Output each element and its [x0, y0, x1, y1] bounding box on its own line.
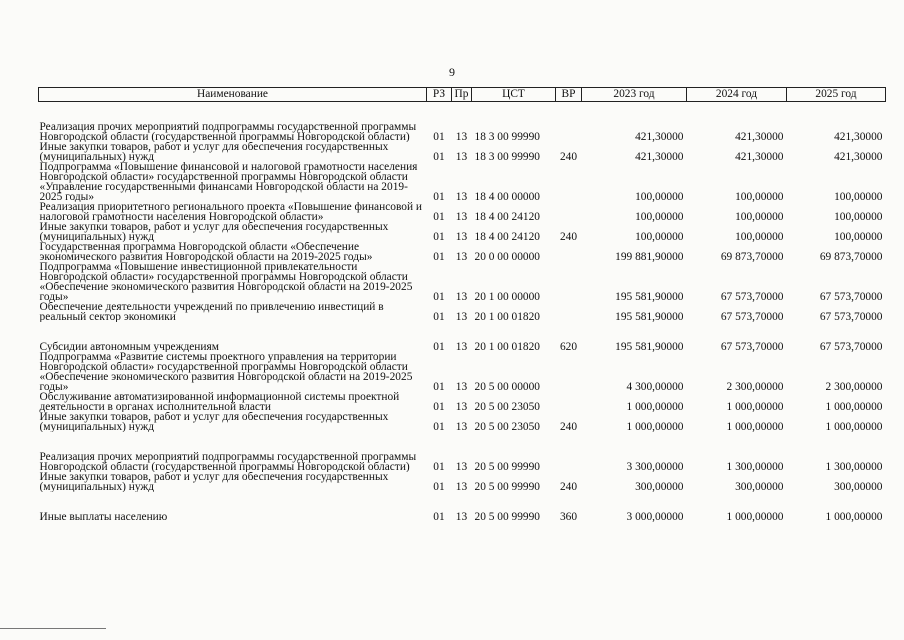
budget-table [38, 87, 886, 522]
row-2024-cell: 100,00000 [735, 231, 784, 243]
row-rz-cell: 01 [433, 401, 445, 413]
row-pr-cell: 13 [455, 511, 468, 523]
row-2023-cell: 195 581,90000 [615, 341, 684, 353]
row-2023-cell: 1 000,00000 [626, 421, 684, 433]
row-2025-cell: 421,30000 [834, 151, 883, 163]
row-rz-cell: 01 [433, 311, 445, 323]
header-2024: 2024 год [687, 88, 787, 102]
row-name-cell: Обеспечение деятельности учреждений по привлечению инвестиций в реальный сектор экономики [39, 302, 384, 322]
row-2023-cell: 199 881,90000 [615, 251, 684, 263]
row-2023-cell: 100,00000 [635, 191, 684, 203]
row-2024-cell: 1 000,00000 [726, 421, 784, 433]
row-2024-cell: 300,00000 [735, 481, 784, 493]
row-2023-cell: 300,00000 [635, 481, 684, 493]
row-vr-cell [556, 302, 582, 322]
row-vr-cell [556, 102, 582, 143]
row-2023-cell: 1 000,00000 [626, 401, 684, 413]
row-name-cell: Государственная программа Новгородской области «Обеспечение экономического развития Новгородской области на 2019-2025 годы» [39, 242, 373, 262]
row-2025-cell: 69 873,70000 [819, 251, 883, 263]
row-pr-cell: 13 [455, 191, 468, 203]
row-2024-cell: 1 000,00000 [726, 401, 784, 413]
row-name-cell: Иные закупки товаров, работ и услуг для обеспечения государственных (муниципальных) нужд [39, 412, 389, 432]
row-cst-cell: 20 5 00 23050 [474, 401, 540, 413]
row-rz-cell: 01 [433, 251, 445, 263]
table-row [39, 142, 886, 162]
row-2025-cell: 2 300,00000 [825, 381, 883, 393]
row-2025-cell: 100,00000 [834, 231, 883, 243]
header-name: Наименование [39, 88, 427, 102]
row-pr-cell: 13 [455, 211, 468, 223]
row-pr-cell: 13 [455, 131, 468, 143]
table-header-row [39, 88, 886, 102]
row-name-cell: Обслуживание автоматизированной информационной системы проектной деятельности в органах исполнительной власти [39, 392, 400, 412]
row-2023-cell: 421,30000 [635, 131, 684, 143]
row-2023-cell: 100,00000 [635, 231, 684, 243]
table-row [39, 392, 886, 412]
table-body [39, 102, 886, 523]
row-name-cell: Субсидии автономным учреждениям [39, 341, 219, 352]
row-rz-cell: 01 [433, 191, 445, 203]
row-pr-cell: 13 [455, 461, 468, 473]
row-vr-cell [556, 202, 582, 222]
row-2025-cell: 67 573,70000 [819, 291, 883, 303]
row-pr-cell: 13 [455, 311, 468, 323]
row-name-cell: Подпрограмма «Повышение финансовой и налоговой грамотности населения Новгородской области» государственной программы Новгородской области «Управление государственными финансами Новгородской области на 2019-2025 годы» [39, 162, 418, 202]
row-cst-cell: 20 1 00 01820 [474, 341, 540, 353]
row-2024-cell: 100,00000 [735, 211, 784, 223]
row-name-cell: Подпрограмма «Повышение инвестиционной привлекательности Новгородской области» государственной программы Новгородской области «Обеспечение экономического развития Новгородской области на 2019-2025 годы» [39, 262, 413, 302]
row-vr-cell [556, 432, 582, 472]
row-2023-cell: 3 300,00000 [626, 461, 684, 473]
row-vr-cell [556, 262, 582, 302]
page-number: 9 [449, 65, 455, 79]
row-vr-cell: 360 [559, 511, 578, 523]
row-name-cell: Иные выплаты населению [39, 511, 168, 522]
table-row [39, 102, 886, 143]
row-2024-cell: 69 873,70000 [720, 251, 784, 263]
row-vr-cell: 240 [559, 231, 578, 243]
table-row [39, 242, 886, 262]
row-cst-cell: 18 4 00 24120 [474, 231, 540, 243]
row-2023-cell: 100,00000 [635, 211, 684, 223]
row-2023-cell: 195 581,90000 [615, 311, 684, 323]
row-vr-cell [556, 352, 582, 392]
row-2025-cell: 67 573,70000 [819, 311, 883, 323]
row-2025-cell: 300,00000 [834, 481, 883, 493]
row-name-cell: Реализация прочих мероприятий подпрограммы государственной программы Новгородской области (государственной программы Новгородской области) [39, 451, 417, 472]
row-rz-cell: 01 [433, 421, 445, 433]
row-2024-cell: 1 000,00000 [726, 511, 784, 523]
row-2024-cell: 100,00000 [735, 191, 784, 203]
row-2025-cell: 1 000,00000 [825, 401, 883, 413]
table-row [39, 352, 886, 392]
row-pr-cell: 13 [455, 251, 468, 263]
row-2023-cell: 421,30000 [635, 151, 684, 163]
row-2024-cell: 421,30000 [735, 131, 784, 143]
row-2024-cell: 67 573,70000 [720, 291, 784, 303]
table-row [39, 302, 886, 322]
row-2024-cell: 67 573,70000 [720, 341, 784, 353]
row-pr-cell: 13 [455, 231, 468, 243]
row-name-cell: Иные закупки товаров, работ и услуг для обеспечения государственных (муниципальных) нужд [39, 222, 389, 242]
row-rz-cell: 01 [433, 131, 445, 143]
row-name-cell: Подпрограмма «Развитие системы проектного управления на территории Новгородской области» государственной программы Новгородской области «Обеспечение экономического развития Новгородской области на 2019-2025 годы» [39, 352, 413, 392]
row-vr-cell [556, 392, 582, 412]
row-rz-cell: 01 [433, 461, 445, 473]
row-2025-cell: 100,00000 [834, 211, 883, 223]
header-rz: РЗ [427, 88, 452, 102]
row-vr-cell: 240 [559, 151, 578, 163]
row-pr-cell: 13 [455, 381, 468, 393]
row-2024-cell: 1 300,00000 [726, 461, 784, 473]
row-pr-cell: 13 [455, 481, 468, 493]
row-cst-cell: 18 4 00 24120 [474, 211, 540, 223]
table-row [39, 492, 886, 522]
row-cst-cell: 20 1 00 00000 [474, 291, 540, 303]
row-name-cell: Реализация приоритетного регионального проекта «Повышение финансовой и налоговой грамотности населения Новгородской области» [39, 202, 422, 222]
table-row [39, 202, 886, 222]
row-rz-cell: 01 [433, 151, 445, 163]
row-rz-cell: 01 [433, 211, 445, 223]
row-cst-cell: 20 5 00 99990 [474, 481, 540, 493]
row-2024-cell: 421,30000 [735, 151, 784, 163]
table-row [39, 322, 886, 352]
header-cst: ЦСТ [472, 88, 556, 102]
table-row [39, 222, 886, 242]
row-name-cell: Реализация прочих мероприятий подпрограммы государственной программы Новгородской области (государственной программы Новгородской области) [39, 121, 417, 142]
row-rz-cell: 01 [433, 381, 445, 393]
row-pr-cell: 13 [455, 421, 468, 433]
row-name-cell: Иные закупки товаров, работ и услуг для обеспечения государственных (муниципальных) нужд [39, 472, 389, 492]
row-rz-cell: 01 [433, 341, 445, 353]
row-rz-cell: 01 [433, 231, 445, 243]
table-row [39, 412, 886, 432]
row-pr-cell: 13 [455, 291, 468, 303]
row-vr-cell: 240 [559, 421, 578, 433]
row-vr-cell: 620 [559, 341, 578, 353]
row-vr-cell [556, 162, 582, 202]
row-name-cell: Иные закупки товаров, работ и услуг для обеспечения государственных (муниципальных) нужд [39, 142, 389, 162]
row-2025-cell: 1 300,00000 [825, 461, 883, 473]
row-2025-cell: 67 573,70000 [819, 341, 883, 353]
row-cst-cell: 20 0 00 00000 [474, 251, 540, 263]
row-rz-cell: 01 [433, 481, 445, 493]
row-rz-cell: 01 [433, 291, 445, 303]
row-cst-cell: 20 5 00 23050 [474, 421, 540, 433]
row-2023-cell: 4 300,00000 [626, 381, 684, 393]
row-cst-cell: 18 3 00 99990 [474, 131, 540, 143]
row-2023-cell: 195 581,90000 [615, 291, 684, 303]
row-2025-cell: 421,30000 [834, 131, 883, 143]
row-2025-cell: 1 000,00000 [825, 421, 883, 433]
table-row [39, 472, 886, 492]
row-cst-cell: 18 3 00 99990 [474, 151, 540, 163]
row-vr-cell: 240 [559, 481, 578, 493]
table-row [39, 432, 886, 472]
footer-rule [0, 628, 106, 629]
table-row [39, 262, 886, 302]
row-pr-cell: 13 [455, 401, 468, 413]
row-cst-cell: 20 5 00 00000 [474, 381, 540, 393]
row-2024-cell: 2 300,00000 [726, 381, 784, 393]
row-vr-cell [556, 242, 582, 262]
header-2023: 2023 год [582, 88, 687, 102]
row-2023-cell: 3 000,00000 [626, 511, 684, 523]
row-cst-cell: 20 5 00 99990 [474, 511, 540, 523]
row-cst-cell: 20 1 00 01820 [474, 311, 540, 323]
header-vr: ВР [556, 88, 582, 102]
header-pr: Пр [452, 88, 472, 102]
row-rz-cell: 01 [433, 511, 445, 523]
row-cst-cell: 18 4 00 00000 [474, 191, 540, 203]
row-pr-cell: 13 [455, 341, 468, 353]
row-2024-cell: 67 573,70000 [720, 311, 784, 323]
row-2025-cell: 100,00000 [834, 191, 883, 203]
header-2025: 2025 год [787, 88, 886, 102]
table-row [39, 162, 886, 202]
row-cst-cell: 20 5 00 99990 [474, 461, 540, 473]
row-pr-cell: 13 [455, 151, 468, 163]
row-2025-cell: 1 000,00000 [825, 511, 883, 523]
